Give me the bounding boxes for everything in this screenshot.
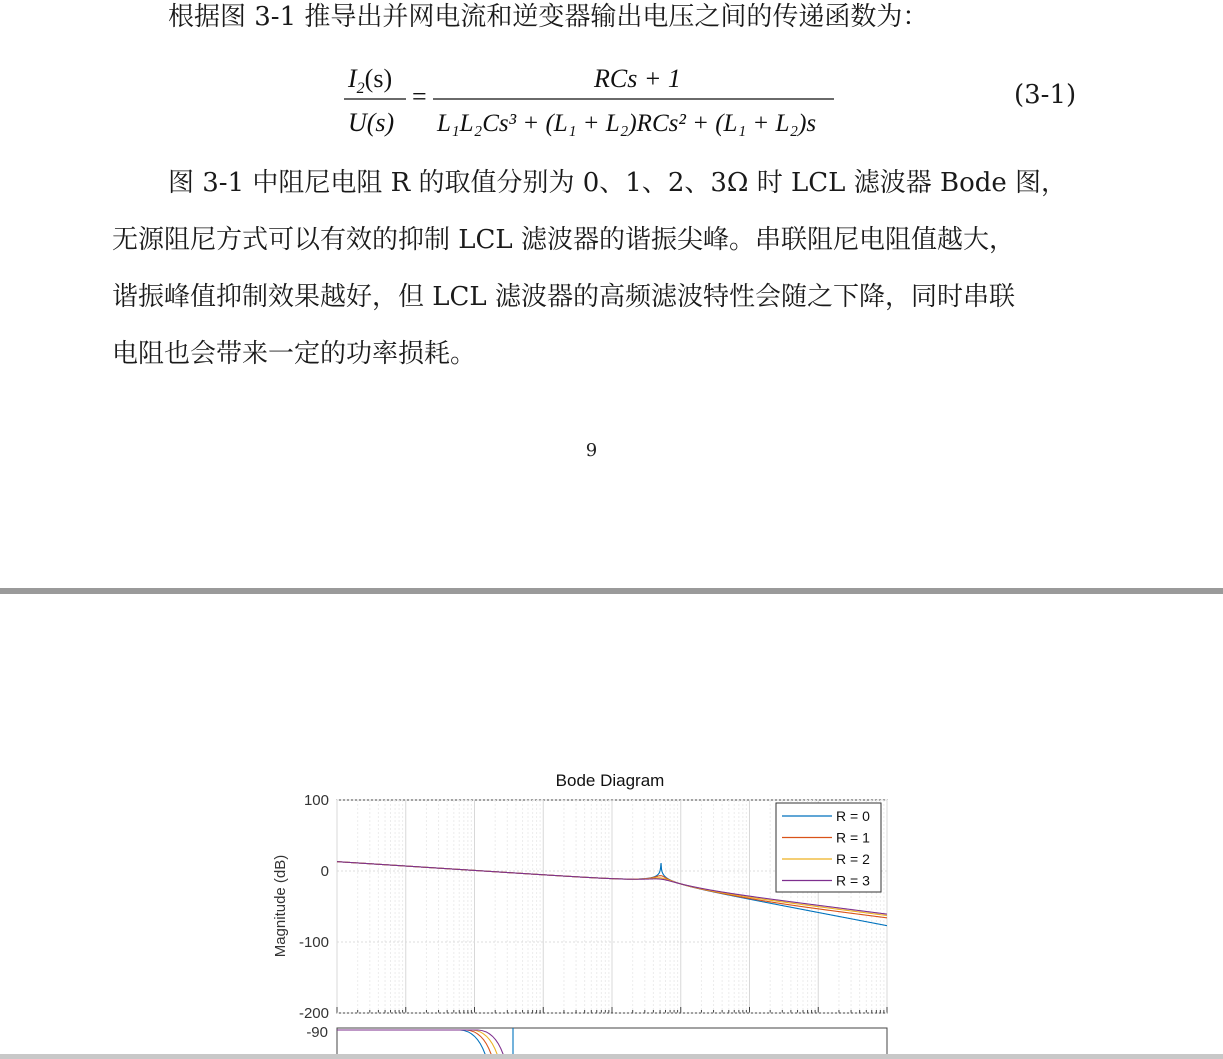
legend (776, 803, 881, 892)
legend-label: R = 0 (836, 808, 870, 824)
paragraph-line-3: 谐振峰值抑制效果越好，但 LCL 滤波器的高频滤波特性会随之下降，同时串联 (112, 282, 1015, 312)
intro-line: 根据图 3-1 推导出并网电流和逆变器输出电压之间的传递函数为： (168, 2, 929, 32)
page-number: 9 (585, 440, 598, 461)
paragraph-line-1: 图 3-1 中阻尼电阻 R 的取值分别为 0、1、2、3Ω 时 LCL 滤波器 Bode 图， (168, 168, 1068, 198)
y-tick-label: -100 (298, 934, 329, 951)
y-tick-label: 0 (320, 863, 329, 880)
legend-label: R = 3 (836, 872, 870, 889)
y-tick-label: 100 (303, 792, 329, 809)
page-lower (0, 594, 1223, 1054)
bode-figure (0, 594, 1223, 1054)
eq-num-left: $I_2(s)$ (348, 64, 393, 97)
chart-title: Bode Diagram (555, 771, 665, 790)
y-tick-label: -200 (298, 1005, 329, 1022)
phase-ytick: -90 (306, 1024, 328, 1041)
legend-label: R = 1 (836, 829, 870, 846)
magnitude-yticks (299, 792, 329, 1022)
phase-axes (337, 1028, 887, 1054)
viewer-bottom-edge (0, 1054, 1223, 1059)
legend-label: R = 2 (836, 851, 870, 867)
equation-number: (3-1) (1014, 80, 1077, 110)
svg-text:=: = (412, 82, 427, 111)
eq-num-right: RCs + 1 (594, 64, 681, 93)
paragraph-line-4: 电阻也会带来一定的功率损耗。 (112, 339, 477, 369)
eq-den-right: L₁L₂Cs³ + (L₁ + L₂)RCs² + (L₁ + L₂)s (437, 110, 817, 137)
y-axis-label: Magnitude (dB) (272, 854, 289, 958)
paragraph-line-2: 无源阻尼方式可以有效的抑制 LCL 滤波器的谐振尖峰。串联阻尼电阻值越大， (112, 225, 1015, 255)
eq-den-left: U(s) (348, 108, 395, 137)
